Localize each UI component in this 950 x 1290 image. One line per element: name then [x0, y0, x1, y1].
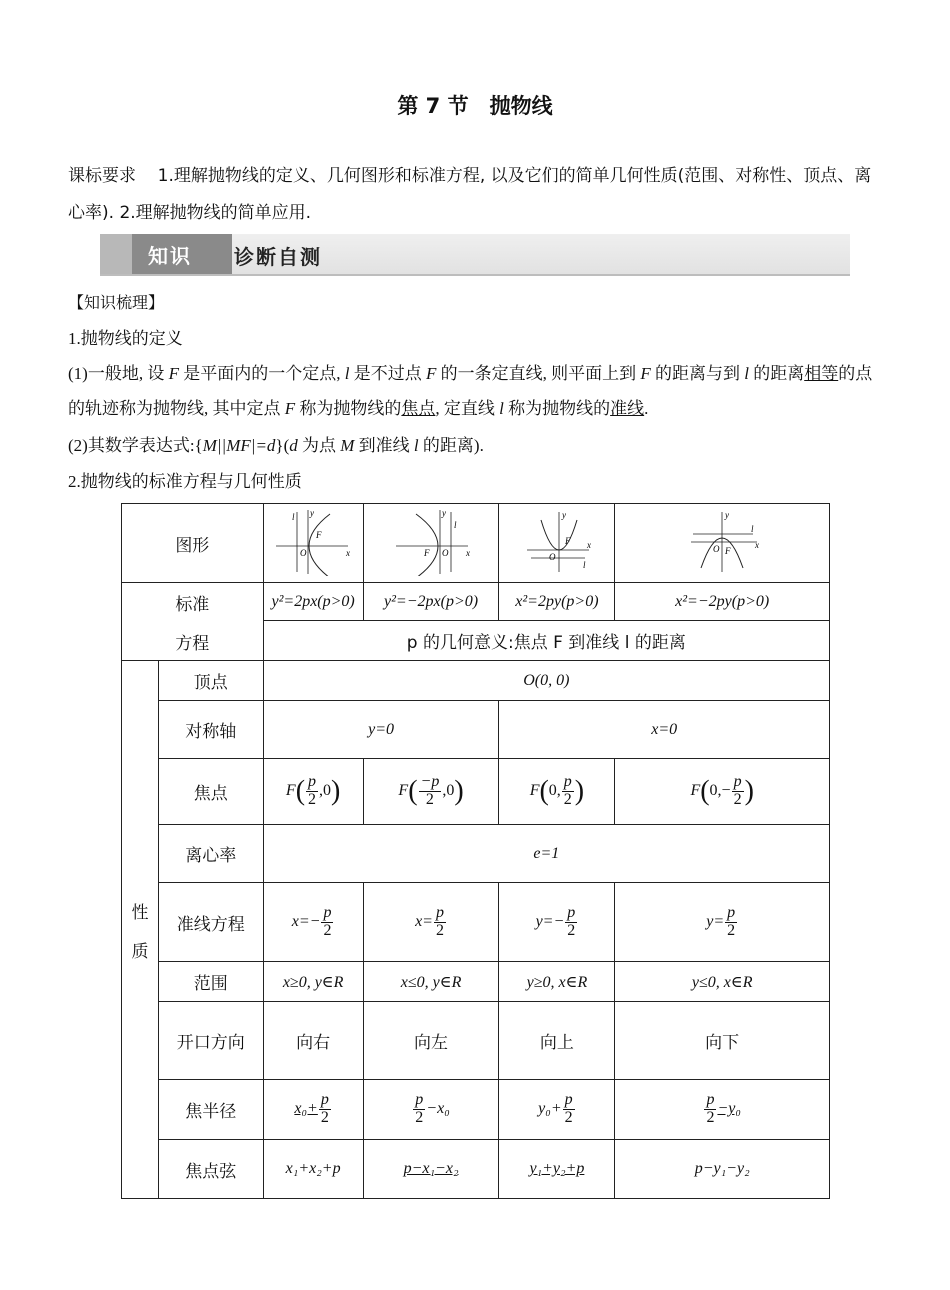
- focal-chord-label: 焦点弦: [158, 1140, 263, 1199]
- axis-value-2: x=0: [499, 701, 830, 759]
- focal-radius-right: x₀+ $\frac{p}{2}$: [263, 1080, 363, 1140]
- requirements-text: 1.理解抛物线的定义、几何图形和标准方程, 以及它们的简单几何性质(范围、对称性、顶点、离心率). 2.理解抛物线的简单应用.: [68, 166, 872, 223]
- range-left: x≤0, y∈R: [363, 962, 499, 1002]
- svg-text:l: l: [454, 519, 457, 530]
- focus-down: F(0,− $\frac{p}{2}$ ): [615, 759, 830, 825]
- directrix-left: x= $\frac{p}{2}$: [363, 883, 499, 962]
- graph-down: [615, 504, 830, 583]
- equation-right: y²=2px(p>0): [263, 583, 363, 621]
- opening-down: 向下: [615, 1002, 830, 1080]
- svg-text:y: y: [442, 507, 447, 518]
- range-up: y≥0, x∈R: [499, 962, 615, 1002]
- table-heading: 2.抛物线的标准方程与几何性质: [68, 472, 302, 491]
- eccentricity-value: e=1: [263, 825, 829, 883]
- focal-chord-up: y₁+y₂+p: [499, 1140, 615, 1199]
- focal-radius-up: y₀+ $\frac{p}{2}$: [499, 1080, 615, 1140]
- directrix-down: y= $\frac{p}{2}$: [615, 883, 830, 962]
- blank-equal: 相等: [804, 364, 839, 383]
- svg-text:F: F: [564, 535, 571, 546]
- focus-right: F( $\frac{p}{2}$ ,0): [263, 759, 363, 825]
- requirements-label: 课标要求: [68, 166, 136, 186]
- definition-paragraph-1: (1)一般地, 设 F 是平面内的一个定点, l 是不过点 F 的一条定直线, 则平面上到 F 的距离与到 l 的距离相等的点的轨迹称为抛物线, 其中定点 F 称为抛物线的焦点, 定直线 l 称为抛物线的准线.: [68, 364, 873, 418]
- vertex-label: 顶点: [158, 661, 263, 701]
- svg-text:l: l: [292, 511, 295, 522]
- definition-heading: 1.抛物线的定义: [68, 329, 183, 348]
- svg-text:O: O: [300, 547, 307, 558]
- range-down: y≤0, x∈R: [615, 962, 830, 1002]
- curriculum-requirements: [68, 158, 888, 232]
- equation-left: y²=−2px(p>0): [363, 583, 499, 621]
- graph-right: [263, 504, 363, 583]
- directrix-label: 准线方程: [158, 883, 263, 962]
- svg-text:x: x: [466, 547, 471, 558]
- range-label: 范围: [158, 962, 263, 1002]
- blank-focus: 焦点: [401, 399, 436, 418]
- section-banner: [100, 234, 850, 276]
- blank-directrix: 准线: [610, 399, 645, 418]
- equation-down: x²=−2py(p>0): [615, 583, 830, 621]
- svg-text:l: l: [751, 523, 754, 534]
- eccentricity-label: 离心率: [158, 825, 263, 883]
- svg-text:O: O: [548, 551, 556, 562]
- banner-knowledge: 知识: [148, 244, 192, 268]
- p-meaning: p 的几何意义:焦点 F 到准线 l 的距离: [263, 621, 829, 661]
- focal-radius-down: $\frac{p}{2}$ −y₀: [615, 1080, 830, 1140]
- svg-text:x: x: [755, 539, 760, 550]
- opening-up: 向上: [499, 1002, 615, 1080]
- page-title: 第 7 节 抛物线: [397, 94, 553, 118]
- banner-diagnose: 诊断自测: [234, 245, 322, 269]
- focal-chord-right: x₁+x₂+p: [263, 1140, 363, 1199]
- focal-chord-down: p−y₁−y₂: [615, 1140, 830, 1199]
- svg-text:x: x: [586, 539, 591, 550]
- axis-value-1: y=0: [263, 701, 499, 759]
- directrix-up: y=− $\frac{p}{2}$: [499, 883, 615, 962]
- svg-text:O: O: [713, 543, 720, 554]
- vertex-value: O(0, 0): [263, 661, 829, 701]
- opening-right: 向右: [263, 1002, 363, 1080]
- opening-left: 向左: [363, 1002, 499, 1080]
- focus-left: F( $\frac{-p}{2}$ ,0): [363, 759, 499, 825]
- opening-label: 开口方向: [158, 1002, 263, 1080]
- section-heading: 【知识梳理】: [68, 293, 165, 312]
- svg-text:x: x: [346, 547, 351, 558]
- row-equation-label: 标准 方程: [122, 583, 264, 661]
- svg-text:y: y: [310, 507, 315, 518]
- definition-paragraph-2: (2)其数学表达式:{M||MF|=d}(d 为点 M 到准线 l 的距离).: [68, 436, 484, 455]
- graph-left: [363, 504, 499, 583]
- focus-label: 焦点: [158, 759, 263, 825]
- directrix-right: x=− $\frac{p}{2}$: [263, 883, 363, 962]
- svg-text:F: F: [424, 547, 430, 558]
- svg-text:y: y: [561, 509, 566, 520]
- svg-text:O: O: [442, 547, 449, 558]
- focal-radius-label: 焦半径: [158, 1080, 263, 1140]
- properties-label: 性 质: [122, 661, 159, 1199]
- row-graph-label: 图形: [122, 504, 264, 583]
- svg-text:l: l: [582, 559, 586, 570]
- graph-up: [499, 504, 615, 583]
- svg-text:F: F: [316, 529, 322, 540]
- focus-up: F(0, $\frac{p}{2}$ ): [499, 759, 615, 825]
- svg-text:y: y: [725, 509, 730, 520]
- axis-label: 对称轴: [158, 701, 263, 759]
- focal-chord-left: p−x₁−x₂: [363, 1140, 499, 1199]
- focal-radius-left: $\frac{p}{2}$ −x₀: [363, 1080, 499, 1140]
- parabola-properties-table: [121, 503, 830, 1199]
- equation-up: x²=2py(p>0): [499, 583, 615, 621]
- svg-text:F: F: [725, 545, 731, 556]
- range-right: x≥0, y∈R: [263, 962, 363, 1002]
